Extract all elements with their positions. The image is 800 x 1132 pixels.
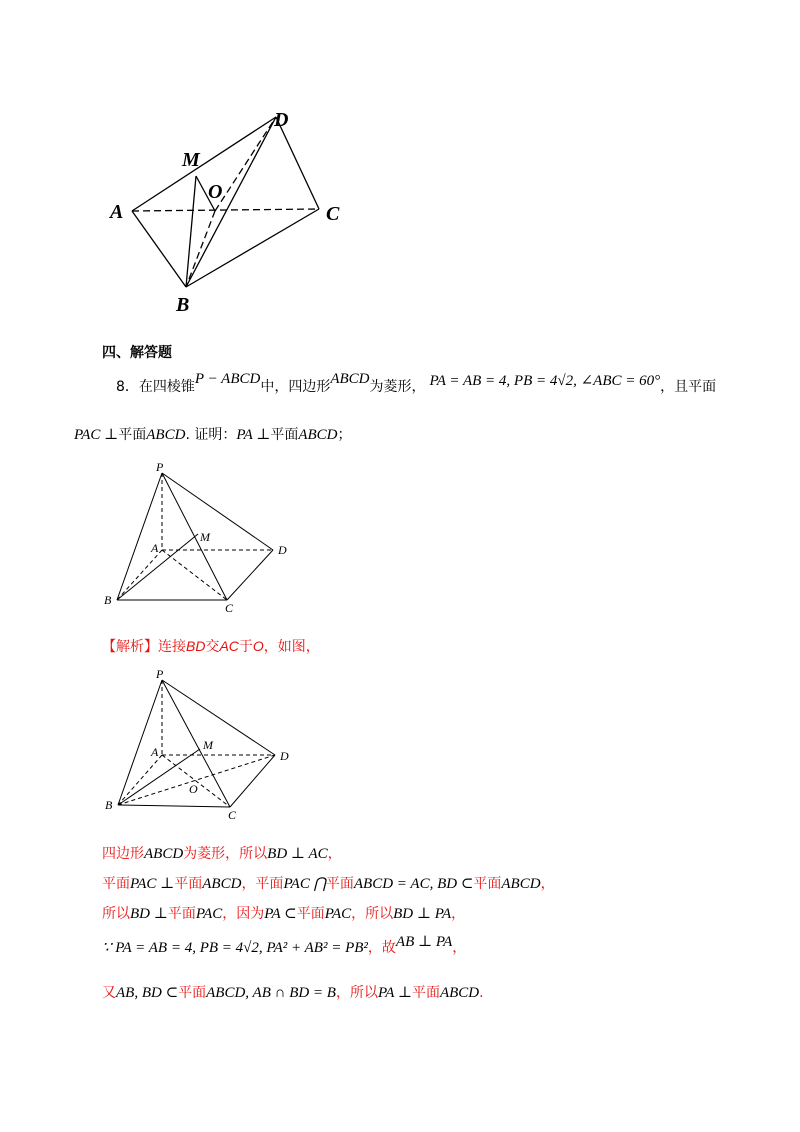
solution-text: 四边形 bbox=[102, 846, 144, 862]
label-C: C bbox=[228, 808, 237, 822]
edge-PB bbox=[117, 473, 162, 600]
solution-math: AB, BD ⊂ bbox=[116, 985, 179, 1001]
label-M: M bbox=[182, 149, 200, 171]
label-A: A bbox=[151, 745, 159, 759]
solution-text: 为菱形，所以 bbox=[183, 846, 268, 862]
solution-text: ，所以 bbox=[351, 906, 394, 922]
problem-line-2 bbox=[74, 424, 352, 444]
edge-PD bbox=[162, 680, 275, 755]
label-C: C bbox=[326, 203, 340, 225]
problem-line-1 bbox=[116, 371, 717, 396]
solution-math: PA ⊂ bbox=[264, 906, 297, 922]
solution-math: ABCD = AC, BD ⊂ bbox=[353, 876, 474, 892]
solution-text: ，如图， bbox=[263, 639, 320, 655]
solution-line-5 bbox=[102, 982, 484, 1002]
section-title: 四、解答题 bbox=[102, 345, 172, 361]
solution-line-1 bbox=[102, 843, 342, 863]
solution-text: 平面 bbox=[325, 876, 354, 892]
math-pa: PA ⊥ bbox=[236, 427, 271, 443]
solution-math: PAC ⋂ bbox=[283, 876, 326, 892]
edge-AC-dashed bbox=[162, 755, 230, 807]
label-B: B bbox=[104, 593, 112, 607]
edge-AD bbox=[132, 117, 276, 211]
edge-CD bbox=[230, 755, 275, 807]
solution-text: ， bbox=[451, 906, 466, 922]
problem-number: 8．在四棱锥 bbox=[116, 379, 195, 395]
label-O: O bbox=[208, 181, 223, 203]
solution-math: ∵ PA = AB = 4, PB = 4√2, PA² + AB² = PB² bbox=[102, 940, 368, 956]
solution-math: AB ⊥ PA bbox=[395, 934, 453, 950]
label-M: M bbox=[203, 738, 213, 752]
solution-math: ABCD bbox=[144, 846, 184, 862]
problem-text: . 证明： bbox=[185, 427, 237, 443]
solution-text: ，故 bbox=[367, 940, 396, 956]
solution-text: 又 bbox=[102, 985, 116, 1001]
solution-math: ABCD bbox=[202, 876, 242, 892]
solution-text: ， bbox=[540, 876, 555, 892]
edge-PD bbox=[162, 473, 273, 550]
solution-label: 【解析】连接 bbox=[102, 639, 186, 655]
edge-CD bbox=[227, 550, 273, 600]
solution-text: 于 bbox=[238, 639, 253, 655]
solution-line-3 bbox=[102, 903, 465, 923]
solution-text: ，因为 bbox=[222, 906, 265, 922]
solution-text: ， bbox=[327, 846, 342, 862]
math-abcd: ABCD bbox=[146, 427, 186, 443]
solution-text: ，平面 bbox=[241, 876, 284, 892]
solution-line-4 bbox=[102, 934, 467, 957]
solution-text: BD bbox=[186, 638, 206, 654]
label-M: M bbox=[200, 530, 210, 544]
label-C: C bbox=[225, 601, 234, 615]
edge-AB bbox=[132, 211, 186, 287]
solution-text: 平面 bbox=[102, 876, 130, 892]
edge-BM bbox=[118, 749, 200, 805]
math-abcd: ABCD bbox=[298, 427, 338, 443]
edge-OD-dashed bbox=[215, 117, 276, 211]
solution-math: BD ⊥ AC bbox=[267, 846, 328, 862]
edge-BD-dashed bbox=[118, 755, 275, 805]
problem-text: ； bbox=[337, 427, 352, 443]
label-D: D bbox=[278, 543, 287, 557]
figure-pyramid-with-o bbox=[100, 662, 300, 827]
solution-line-2 bbox=[102, 873, 555, 893]
problem-text: 平面 bbox=[270, 427, 299, 443]
edge-OB-dashed bbox=[186, 211, 215, 287]
solution-math: ABCD, AB ∩ BD = B bbox=[206, 985, 336, 1001]
solution-text: ，所以 bbox=[335, 985, 378, 1001]
edge-DB bbox=[186, 117, 276, 287]
math-pyramid: P − ABCD bbox=[194, 371, 261, 387]
solution-text: 平面 bbox=[178, 985, 207, 1001]
solution-text: 平面 bbox=[174, 876, 203, 892]
solution-text: AC bbox=[219, 638, 239, 654]
edge-BC bbox=[118, 805, 230, 807]
solution-math: PAC bbox=[324, 906, 352, 922]
solution-text: 交 bbox=[205, 639, 220, 655]
label-D: D bbox=[274, 109, 289, 131]
solution-math: ABCD bbox=[501, 876, 541, 892]
solution-text: . bbox=[479, 985, 484, 1001]
edge-PB bbox=[118, 680, 162, 805]
solution-text: 平面 bbox=[411, 985, 440, 1001]
figure-rhombus-fold bbox=[100, 100, 360, 320]
label-D: D bbox=[280, 749, 289, 763]
math-conditions: PA = AB = 4, PB = 4√2, ∠ABC = 60° bbox=[429, 373, 661, 389]
edge-AB-dashed bbox=[117, 550, 162, 600]
label-O: O bbox=[189, 782, 198, 796]
label-B: B bbox=[176, 294, 190, 316]
solution-text: 所以 bbox=[102, 906, 130, 922]
math-quad: ABCD bbox=[330, 371, 370, 387]
solution-math: BD ⊥ PA bbox=[393, 906, 452, 922]
math-plane-pac: PAC ⊥ bbox=[74, 427, 119, 443]
edge-AC-dashed bbox=[132, 209, 319, 211]
label-B: B bbox=[105, 798, 113, 812]
solution-text: 平面 bbox=[167, 906, 196, 922]
label-A: A bbox=[151, 541, 159, 555]
problem-text: 为菱形， bbox=[369, 379, 426, 395]
solution-text: ， bbox=[452, 940, 467, 956]
label-A: A bbox=[110, 201, 124, 223]
solution-math: PAC ⊥ bbox=[130, 876, 175, 892]
solution-text: 平面 bbox=[473, 876, 502, 892]
solution-math: PA ⊥ bbox=[377, 985, 412, 1001]
solution-math: PAC bbox=[195, 906, 223, 922]
solution-text: 平面 bbox=[296, 906, 325, 922]
solution-math: BD ⊥ bbox=[130, 906, 168, 922]
label-P: P bbox=[156, 460, 164, 474]
solution-text: O bbox=[252, 638, 264, 654]
problem-text: 中，四边形 bbox=[260, 379, 331, 395]
problem-text: ，且平面 bbox=[660, 379, 717, 395]
edge-AC-dashed bbox=[162, 550, 227, 600]
label-P: P bbox=[156, 667, 164, 681]
solution-head bbox=[102, 636, 320, 656]
figure-pyramid bbox=[100, 458, 300, 618]
problem-text: 平面 bbox=[118, 427, 147, 443]
solution-math: ABCD bbox=[439, 985, 480, 1001]
